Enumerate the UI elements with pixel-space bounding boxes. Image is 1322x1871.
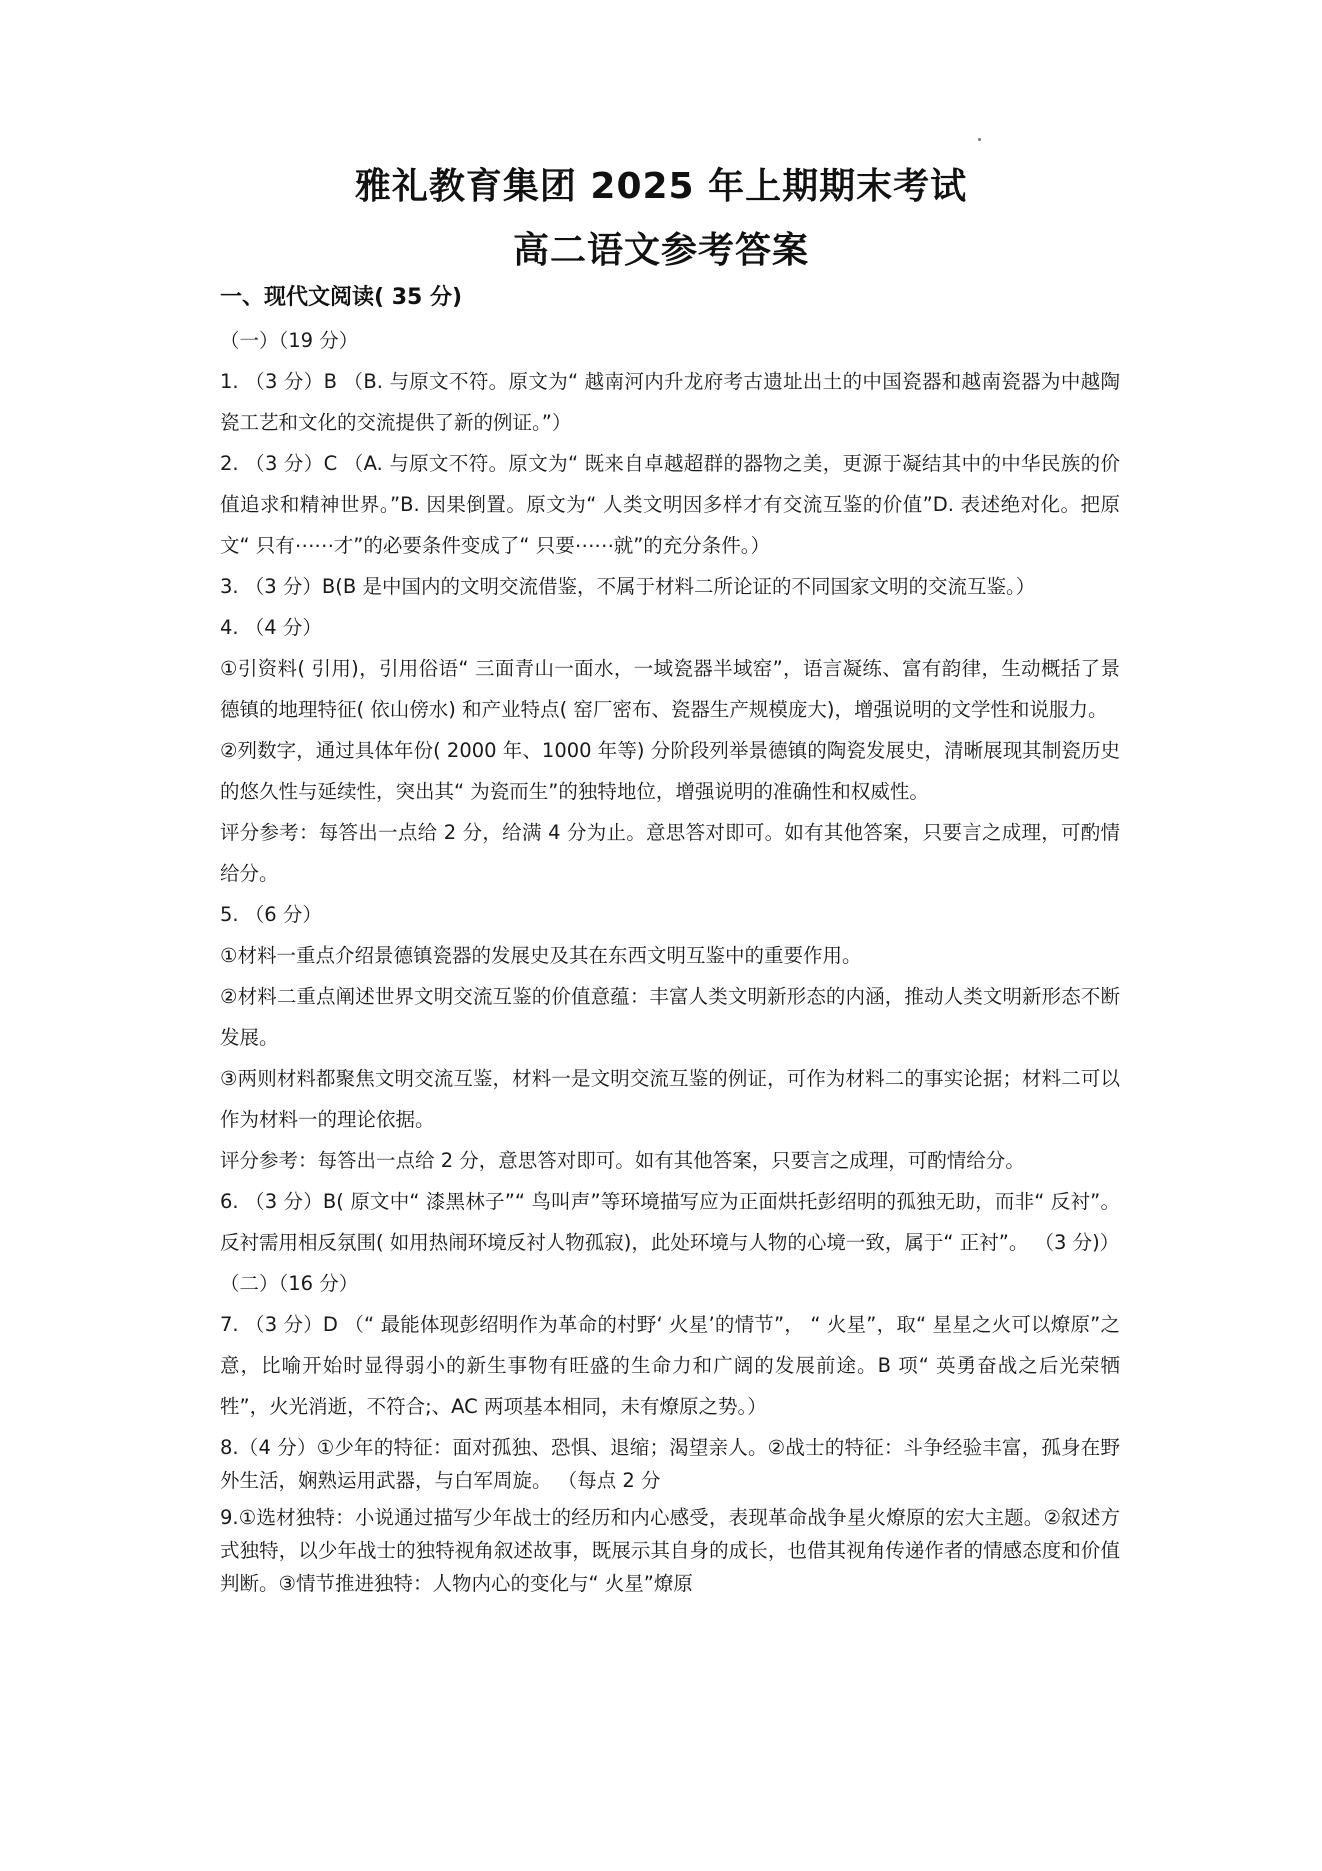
answer-q5: 5. （6 分）	[220, 903, 322, 926]
answer-q6: 6. （3 分）B( 原文中“ 漆黑林子”“ 鸟叫声”等环境描写应为正面烘托彭绍明的孤独无助，而非“ 反衬”。反衬需用相反氛围( 如用热闹环境反衬人物孤寂)，此处环境与人物的心境一致，属于“ 正衬”。 （3 分)）	[220, 1190, 1120, 1254]
answer-q4-point1: ①引资料( 引用)，引用俗语“ 三面青山一面水，一域瓷器半域窑”，语言凝练、富有韵律，生动概括了景德镇的地理特征( 依山傍水) 和产业特点( 窑厂密布、瓷器生产规模庞大)，增强说明的文学性和说服力。	[220, 657, 1120, 721]
answer-q4: 4. （4 分）	[220, 616, 322, 639]
answer-q5-point1: ①材料一重点介绍景德镇瓷器的发展史及其在东西文明互鉴中的重要作用。	[220, 944, 862, 967]
scoring-note: 评分参考：每答出一点给 2 分，意思答对即可。如有其他答案，只要言之成理，可酌情给分。	[220, 1149, 1025, 1172]
answer-q8: 8.（4 分）①少年的特征：面对孤独、恐惧、退缩；渴望亲人。②战士的特征：斗争经验丰富，孤身在野外生活，娴熟运用武器，与白军周旋。 （每点 2 分	[220, 1436, 1120, 1492]
answer-q2: 2. （3 分）C （A. 与原文不符。原文为“ 既来自卓越超群的器物之美，更源于凝结其中的中华民族的价值追求和精神世界。”B. 因果倒置。原文为“ 人类文明因多样才有交流互鉴的价值”D. 表述绝对化。把原文“ 只有⋯⋯才”的必要条件变成了“ 只要⋯⋯就”的充分条件。）	[220, 452, 1120, 557]
subsection-heading: （二）（16 分）	[220, 1272, 359, 1295]
document-title: 雅礼教育集团 2025 年上期期末考试	[354, 166, 968, 207]
subsection-heading: （一）（19 分）	[220, 329, 359, 352]
section-heading: 一、现代文阅读( 35 分)	[220, 285, 463, 310]
scoring-note: 评分参考：每答出一点给 2 分，给满 4 分为止。意思答对即可。如有其他答案，只要言之成理，可酌情给分。	[220, 821, 1120, 885]
answer-q4-point2: ②列数字，通过具体年份( 2000 年、1000 年等) 分阶段列举景德镇的陶瓷发展史，清晰展现其制瓷历史的悠久性与延续性，突出其“ 为瓷而生”的独特地位，增强说明的准确性和权威性。	[220, 739, 1120, 803]
answer-q5-point2: ②材料二重点阐述世界文明交流互鉴的价值意蕴：丰富人类文明新形态的内涵，推动人类文明新形态不断发展。	[220, 985, 1120, 1049]
document-subtitle: 高二语文参考答案	[512, 230, 809, 271]
answer-q9: 9.①选材独特：小说通过描写少年战士的经历和内心感受，表现革命战争星火燎原的宏大主题。②叙述方式独特，以少年战士的独特视角叙述故事，既展示其自身的成长，也借其视角传递作者的情感态度和价值判断。③情节推进独特：人物内心的变化与“ 火星”燎原	[220, 1506, 1120, 1595]
answer-q7: 7. （3 分）D （“ 最能体现彭绍明作为革命的村野‘ 火星’的情节”， “ 火星”，取“ 星星之火可以燎原”之意，比喻开始时显得弱小的新生事物有旺盛的生命力和广阔的发展前途。B 项“ 英勇奋战之后光荣牺牲”，火光消逝，不符合;、AC 两项基本相同，未有燎原之势。）	[220, 1313, 1120, 1418]
answer-q3: 3. （3 分）B(B 是中国内的文明交流借鉴，不属于材料二所论证的不同国家文明的交流互鉴。）	[220, 575, 1036, 598]
scan-speck	[978, 138, 981, 141]
answer-content	[220, 320, 1120, 1600]
answer-q1: 1. （3 分）B （B. 与原文不符。原文为“ 越南河内升龙府考古遗址出土的中国瓷器和越南瓷器为中越陶瓷工艺和文化的交流提供了新的例证。”）	[220, 370, 1120, 434]
answer-q5-point3: ③两则材料都聚焦文明交流互鉴，材料一是文明交流互鉴的例证，可作为材料二的事实论据；材料二可以作为材料一的理论依据。	[220, 1067, 1120, 1131]
